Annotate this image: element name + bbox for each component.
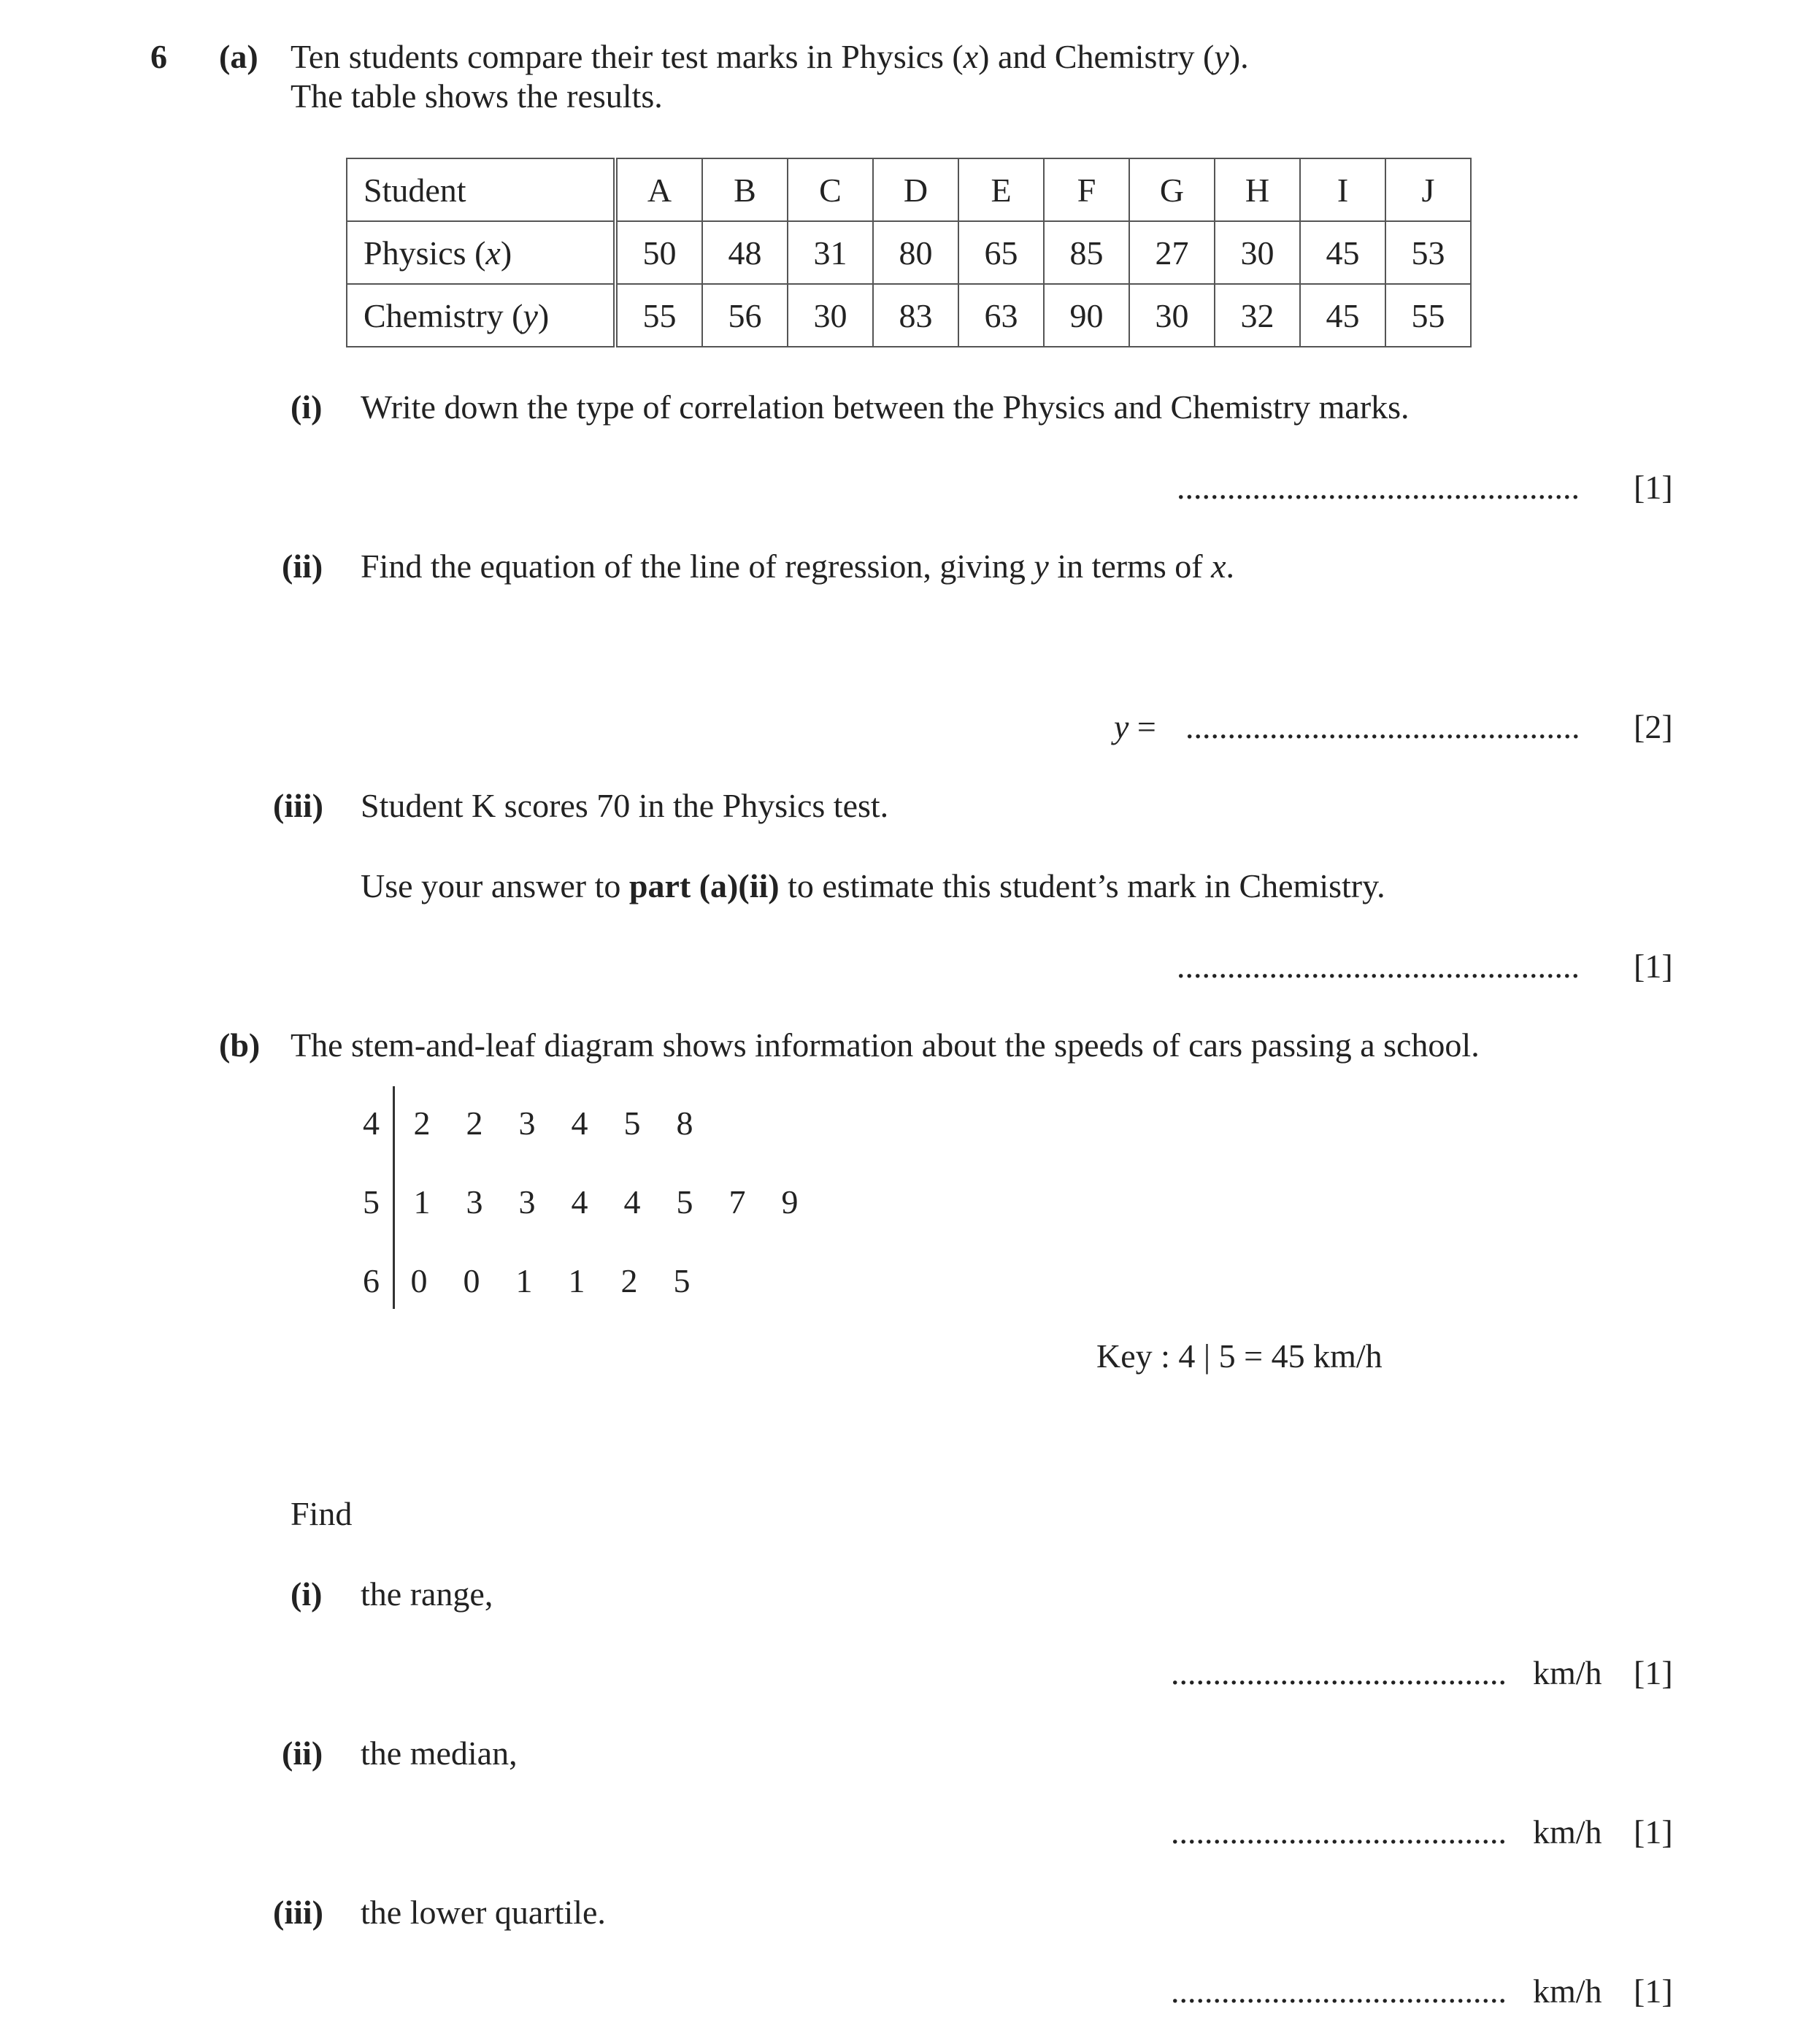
answer-prefix-y: y = — [1114, 708, 1156, 745]
marks-a-i: [1] — [1634, 469, 1673, 506]
student-cell: I — [1300, 158, 1385, 221]
part-b-i-text: the range, — [361, 1575, 493, 1613]
part-b-iii-text: the lower quartile. — [361, 1894, 606, 1931]
part-a-ii-label: (ii) — [282, 548, 323, 585]
marks-a-ii: [2] — [1634, 708, 1673, 745]
part-b-label: (b) — [219, 1026, 261, 1064]
leaf-value: 5 — [623, 1104, 641, 1142]
leaf-value: 7 — [728, 1183, 746, 1221]
chemistry-cell: 63 — [958, 284, 1044, 347]
unit-b-ii: km/h — [1533, 1813, 1602, 1851]
question-number: 6 — [150, 38, 167, 75]
unit-b-i: km/h — [1533, 1654, 1602, 1691]
answer-line-a-i[interactable]: ................................................ — [1177, 469, 1580, 506]
leaf-value: 9 — [781, 1183, 799, 1221]
stem-value: 4 — [363, 1104, 380, 1142]
part-b-intro: The stem-and-leaf diagram shows information about the speeds of cars passing a school. — [291, 1026, 1480, 1064]
physics-cell: 48 — [702, 221, 788, 284]
chemistry-cell: 30 — [1129, 284, 1215, 347]
stem-divider — [393, 1086, 395, 1309]
student-cell: C — [788, 158, 873, 221]
leaf-value: 3 — [466, 1183, 483, 1221]
physics-cell: 50 — [615, 221, 702, 284]
table-label-physics: Physics (x) — [347, 221, 615, 284]
part-a-i-text: Write down the type of correlation between the Physics and Chemistry marks. — [361, 388, 1410, 426]
part-a-intro-line1: Ten students compare their test marks in Physics (x) and Chemistry (y). — [291, 38, 1249, 75]
chemistry-cell: 56 — [702, 284, 788, 347]
answer-line-b-i[interactable]: ........................................ — [1171, 1654, 1507, 1691]
physics-cell: 45 — [1300, 221, 1385, 284]
physics-cell: 31 — [788, 221, 873, 284]
student-cell: E — [958, 158, 1044, 221]
leaf-value: 3 — [518, 1104, 536, 1142]
leaf-value: 3 — [518, 1183, 536, 1221]
part-a-ii-text: Find the equation of the line of regression, giving y in terms of x. — [361, 548, 1235, 585]
physics-cell: 27 — [1129, 221, 1215, 284]
physics-cell: 30 — [1215, 221, 1300, 284]
leaf-value: 1 — [515, 1262, 533, 1299]
part-b-iii-label: (iii) — [273, 1894, 323, 1931]
leaf-value: 4 — [571, 1183, 588, 1221]
leaf-value: 2 — [413, 1104, 431, 1142]
part-b-i-label: (i) — [291, 1575, 323, 1613]
stem-value: 6 — [363, 1262, 380, 1299]
part-a-i-label: (i) — [291, 388, 323, 426]
part-a-label: (a) — [219, 38, 258, 75]
student-cell: D — [873, 158, 958, 221]
student-cell: B — [702, 158, 788, 221]
chemistry-cell: 32 — [1215, 284, 1300, 347]
chemistry-cell: 45 — [1300, 284, 1385, 347]
student-cell: G — [1129, 158, 1215, 221]
physics-cell: 53 — [1385, 221, 1471, 284]
leaf-value: 1 — [568, 1262, 585, 1299]
leaf-value: 5 — [673, 1262, 691, 1299]
leaf-value: 4 — [571, 1104, 588, 1142]
table-label-chemistry: Chemistry (y) — [347, 284, 615, 347]
answer-line-b-iii[interactable]: ........................................ — [1171, 1972, 1507, 2010]
table-row-physics — [347, 221, 1471, 284]
stem-value: 5 — [363, 1183, 380, 1221]
student-cell: F — [1044, 158, 1129, 221]
leaf-value: 2 — [620, 1262, 638, 1299]
marks-b-iii: [1] — [1634, 1972, 1673, 2010]
marks-a-iii: [1] — [1634, 948, 1673, 985]
student-cell: A — [615, 158, 702, 221]
table-row-student — [347, 158, 1471, 221]
chemistry-cell: 90 — [1044, 284, 1129, 347]
physics-cell: 85 — [1044, 221, 1129, 284]
table-header-student: Student — [347, 158, 615, 221]
table-row-chemistry — [347, 284, 1471, 347]
answer-line-b-ii[interactable]: ........................................ — [1171, 1813, 1507, 1851]
unit-b-iii: km/h — [1533, 1972, 1602, 2010]
physics-cell: 65 — [958, 221, 1044, 284]
leaf-value: 1 — [413, 1183, 431, 1221]
marks-b-ii: [1] — [1634, 1813, 1673, 1851]
leaf-value: 2 — [466, 1104, 483, 1142]
chemistry-cell: 30 — [788, 284, 873, 347]
part-a-intro-line2: The table shows the results. — [291, 77, 663, 115]
chemistry-cell: 55 — [1385, 284, 1471, 347]
leaf-value: 8 — [676, 1104, 693, 1142]
answer-line-a-ii[interactable]: ............................................... — [1185, 708, 1580, 745]
leaf-value: 4 — [623, 1183, 641, 1221]
chemistry-cell: 83 — [873, 284, 958, 347]
part-b-ii-label: (ii) — [282, 1734, 323, 1772]
student-cell: J — [1385, 158, 1471, 221]
marks-table — [346, 158, 1472, 347]
chemistry-cell: 55 — [615, 284, 702, 347]
stem-leaf-key: Key : 4 | 5 = 45 km/h — [1096, 1337, 1383, 1375]
leaf-value: 0 — [463, 1262, 480, 1299]
part-b-ii-text: the median, — [361, 1734, 518, 1772]
physics-cell: 80 — [873, 221, 958, 284]
student-cell: H — [1215, 158, 1300, 221]
answer-line-a-iii[interactable]: ................................................ — [1177, 948, 1580, 985]
leaf-value: 5 — [676, 1183, 693, 1221]
leaf-value: 0 — [410, 1262, 428, 1299]
find-label: Find — [291, 1495, 353, 1532]
part-a-iii-label: (iii) — [273, 787, 323, 824]
marks-b-i: [1] — [1634, 1654, 1673, 1691]
part-a-iii-text1: Student K scores 70 in the Physics test. — [361, 787, 889, 824]
part-a-iii-text2: Use your answer to part (a)(ii) to estimate this student’s mark in Chemistry. — [361, 867, 1385, 904]
